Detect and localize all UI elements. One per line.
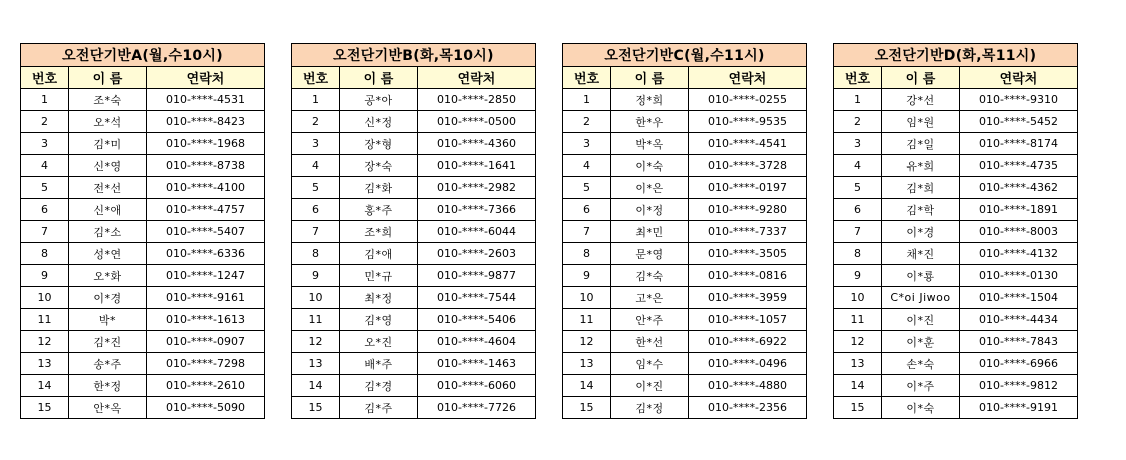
table-row bbox=[292, 243, 536, 265]
student-name: 김*학 bbox=[882, 199, 960, 221]
table-row bbox=[292, 177, 536, 199]
row-number: 6 bbox=[21, 199, 69, 221]
student-name: 정*희 bbox=[611, 89, 689, 111]
table-row bbox=[292, 287, 536, 309]
student-name: 성*연 bbox=[69, 243, 147, 265]
student-name: 김*일 bbox=[882, 133, 960, 155]
row-number: 10 bbox=[563, 287, 611, 309]
row-number: 9 bbox=[834, 265, 882, 287]
row-number: 4 bbox=[563, 155, 611, 177]
student-name: 김*소 bbox=[69, 221, 147, 243]
table-row bbox=[563, 287, 807, 309]
student-contact: 010-****-1968 bbox=[147, 133, 265, 155]
student-contact: 010-****-7726 bbox=[418, 397, 536, 419]
table-row bbox=[563, 331, 807, 353]
student-name: 이*숙 bbox=[882, 397, 960, 419]
student-contact: 010-****-7843 bbox=[960, 331, 1078, 353]
student-contact: 010-****-2850 bbox=[418, 89, 536, 111]
table-row bbox=[563, 243, 807, 265]
student-name: 손*숙 bbox=[882, 353, 960, 375]
table-row bbox=[563, 155, 807, 177]
student-contact: 010-****-9280 bbox=[689, 199, 807, 221]
table-row bbox=[21, 243, 265, 265]
student-name: 오*화 bbox=[69, 265, 147, 287]
student-name: 장*형 bbox=[340, 133, 418, 155]
row-number: 5 bbox=[21, 177, 69, 199]
student-contact: 010-****-1057 bbox=[689, 309, 807, 331]
student-contact: 010-****-8423 bbox=[147, 111, 265, 133]
student-contact: 010-****-8738 bbox=[147, 155, 265, 177]
student-contact: 010-****-0496 bbox=[689, 353, 807, 375]
row-number: 6 bbox=[292, 199, 340, 221]
table-row bbox=[834, 287, 1078, 309]
student-name: 안*옥 bbox=[69, 397, 147, 419]
student-contact: 010-****-2982 bbox=[418, 177, 536, 199]
class-table-b bbox=[291, 43, 536, 419]
student-name: 이*주 bbox=[882, 375, 960, 397]
table-row bbox=[834, 89, 1078, 111]
row-number: 1 bbox=[292, 89, 340, 111]
student-contact: 010-****-5407 bbox=[147, 221, 265, 243]
student-name: 김*미 bbox=[69, 133, 147, 155]
class-title: 오전단기반B(화,목10시) bbox=[292, 44, 536, 67]
student-contact: 010-****-1463 bbox=[418, 353, 536, 375]
table-row bbox=[21, 397, 265, 419]
student-contact: 010-****-1504 bbox=[960, 287, 1078, 309]
student-contact: 010-****-0255 bbox=[689, 89, 807, 111]
student-name: 이*경 bbox=[69, 287, 147, 309]
table-row bbox=[834, 265, 1078, 287]
row-number: 2 bbox=[834, 111, 882, 133]
student-contact: 010-****-7337 bbox=[689, 221, 807, 243]
header-number: 번호 bbox=[21, 67, 69, 89]
table-row bbox=[563, 221, 807, 243]
row-number: 5 bbox=[292, 177, 340, 199]
student-contact: 010-****-4531 bbox=[147, 89, 265, 111]
student-name: 김*애 bbox=[340, 243, 418, 265]
table-row bbox=[834, 309, 1078, 331]
row-number: 12 bbox=[563, 331, 611, 353]
student-contact: 010-****-7366 bbox=[418, 199, 536, 221]
row-number: 3 bbox=[563, 133, 611, 155]
student-name: 한*우 bbox=[611, 111, 689, 133]
table-row bbox=[21, 177, 265, 199]
student-name: 송*주 bbox=[69, 353, 147, 375]
header-contact: 연락처 bbox=[147, 67, 265, 89]
table-row bbox=[834, 155, 1078, 177]
student-contact: 010-****-6044 bbox=[418, 221, 536, 243]
student-name: 최*정 bbox=[340, 287, 418, 309]
header-number: 번호 bbox=[292, 67, 340, 89]
table-row bbox=[563, 309, 807, 331]
class-table-a bbox=[20, 43, 265, 419]
table-row bbox=[834, 133, 1078, 155]
student-name: 김*진 bbox=[69, 331, 147, 353]
header-contact: 연락처 bbox=[689, 67, 807, 89]
table-row bbox=[292, 375, 536, 397]
student-name: 홍*주 bbox=[340, 199, 418, 221]
table-row bbox=[292, 221, 536, 243]
table-row bbox=[21, 199, 265, 221]
student-name: 전*선 bbox=[69, 177, 147, 199]
student-name: 김*화 bbox=[340, 177, 418, 199]
row-number: 5 bbox=[563, 177, 611, 199]
row-number: 7 bbox=[834, 221, 882, 243]
table-row bbox=[21, 309, 265, 331]
table-row bbox=[21, 111, 265, 133]
student-contact: 010-****-2603 bbox=[418, 243, 536, 265]
table-row bbox=[292, 155, 536, 177]
student-contact: 010-****-0197 bbox=[689, 177, 807, 199]
student-contact: 010-****-9191 bbox=[960, 397, 1078, 419]
table-row bbox=[563, 199, 807, 221]
student-name: 오*진 bbox=[340, 331, 418, 353]
student-contact: 010-****-3959 bbox=[689, 287, 807, 309]
row-number: 8 bbox=[292, 243, 340, 265]
row-number: 3 bbox=[21, 133, 69, 155]
student-name: 이*룡 bbox=[882, 265, 960, 287]
student-contact: 010-****-1247 bbox=[147, 265, 265, 287]
row-number: 4 bbox=[292, 155, 340, 177]
table-row bbox=[834, 331, 1078, 353]
table-row bbox=[292, 199, 536, 221]
student-contact: 010-****-7544 bbox=[418, 287, 536, 309]
student-name: 임*수 bbox=[611, 353, 689, 375]
student-contact: 010-****-8174 bbox=[960, 133, 1078, 155]
header-name: 이 름 bbox=[69, 67, 147, 89]
student-name: 박* bbox=[69, 309, 147, 331]
student-contact: 010-****-9161 bbox=[147, 287, 265, 309]
row-number: 11 bbox=[834, 309, 882, 331]
row-number: 9 bbox=[563, 265, 611, 287]
student-contact: 010-****-6336 bbox=[147, 243, 265, 265]
student-contact: 010-****-9812 bbox=[960, 375, 1078, 397]
student-contact: 010-****-0816 bbox=[689, 265, 807, 287]
table-row bbox=[292, 331, 536, 353]
student-contact: 010-****-7298 bbox=[147, 353, 265, 375]
row-number: 4 bbox=[834, 155, 882, 177]
student-name: 한*선 bbox=[611, 331, 689, 353]
student-name: 신*애 bbox=[69, 199, 147, 221]
row-number: 5 bbox=[834, 177, 882, 199]
student-name: 신*영 bbox=[69, 155, 147, 177]
table-row bbox=[563, 375, 807, 397]
row-number: 15 bbox=[834, 397, 882, 419]
student-contact: 010-****-2610 bbox=[147, 375, 265, 397]
table-row bbox=[834, 111, 1078, 133]
table-row bbox=[21, 375, 265, 397]
row-number: 6 bbox=[563, 199, 611, 221]
student-name: 신*정 bbox=[340, 111, 418, 133]
student-contact: 010-****-4880 bbox=[689, 375, 807, 397]
student-contact: 010-****-1613 bbox=[147, 309, 265, 331]
student-name: 이*숙 bbox=[611, 155, 689, 177]
table-row bbox=[21, 89, 265, 111]
student-contact: 010-****-9877 bbox=[418, 265, 536, 287]
student-name: 배*주 bbox=[340, 353, 418, 375]
student-contact: 010-****-6060 bbox=[418, 375, 536, 397]
row-number: 8 bbox=[563, 243, 611, 265]
student-contact: 010-****-1891 bbox=[960, 199, 1078, 221]
row-number: 1 bbox=[563, 89, 611, 111]
student-contact: 010-****-4434 bbox=[960, 309, 1078, 331]
table-row bbox=[563, 89, 807, 111]
student-contact: 010-****-4757 bbox=[147, 199, 265, 221]
student-name: 이*진 bbox=[882, 309, 960, 331]
table-row bbox=[292, 265, 536, 287]
student-name: 한*정 bbox=[69, 375, 147, 397]
row-number: 13 bbox=[292, 353, 340, 375]
student-name: 김*숙 bbox=[611, 265, 689, 287]
student-contact: 010-****-4541 bbox=[689, 133, 807, 155]
student-contact: 010-****-0130 bbox=[960, 265, 1078, 287]
table-row bbox=[563, 397, 807, 419]
row-number: 2 bbox=[292, 111, 340, 133]
table-row bbox=[292, 309, 536, 331]
row-number: 11 bbox=[292, 309, 340, 331]
row-number: 13 bbox=[834, 353, 882, 375]
student-contact: 010-****-4360 bbox=[418, 133, 536, 155]
student-contact: 010-****-4100 bbox=[147, 177, 265, 199]
student-name: 장*숙 bbox=[340, 155, 418, 177]
student-name: 김*정 bbox=[611, 397, 689, 419]
header-name: 이 름 bbox=[882, 67, 960, 89]
row-number: 3 bbox=[834, 133, 882, 155]
student-name: 공*아 bbox=[340, 89, 418, 111]
row-number: 11 bbox=[563, 309, 611, 331]
row-number: 13 bbox=[563, 353, 611, 375]
row-number: 2 bbox=[21, 111, 69, 133]
student-contact: 010-****-0500 bbox=[418, 111, 536, 133]
student-contact: 010-****-6966 bbox=[960, 353, 1078, 375]
table-row bbox=[21, 265, 265, 287]
table-row bbox=[292, 133, 536, 155]
row-number: 15 bbox=[563, 397, 611, 419]
row-number: 12 bbox=[21, 331, 69, 353]
student-name: 민*규 bbox=[340, 265, 418, 287]
class-table-d bbox=[833, 43, 1078, 419]
student-name: 채*진 bbox=[882, 243, 960, 265]
class-title: 오전단기반D(화,목11시) bbox=[834, 44, 1078, 67]
student-contact: 010-****-4362 bbox=[960, 177, 1078, 199]
class-table-c bbox=[562, 43, 807, 419]
row-number: 1 bbox=[21, 89, 69, 111]
row-number: 7 bbox=[292, 221, 340, 243]
table-row bbox=[21, 221, 265, 243]
student-name: 박*옥 bbox=[611, 133, 689, 155]
header-name: 이 름 bbox=[611, 67, 689, 89]
row-number: 10 bbox=[834, 287, 882, 309]
row-number: 14 bbox=[563, 375, 611, 397]
student-name: 강*선 bbox=[882, 89, 960, 111]
student-contact: 010-****-9310 bbox=[960, 89, 1078, 111]
student-contact: 010-****-4735 bbox=[960, 155, 1078, 177]
table-row bbox=[21, 133, 265, 155]
row-number: 8 bbox=[21, 243, 69, 265]
header-contact: 연락처 bbox=[960, 67, 1078, 89]
row-number: 15 bbox=[21, 397, 69, 419]
student-name: 이*진 bbox=[611, 375, 689, 397]
class-title: 오전단기반A(월,수10시) bbox=[21, 44, 265, 67]
table-row bbox=[292, 397, 536, 419]
student-name: 고*은 bbox=[611, 287, 689, 309]
table-row bbox=[834, 243, 1078, 265]
row-number: 14 bbox=[834, 375, 882, 397]
student-name: 문*영 bbox=[611, 243, 689, 265]
row-number: 8 bbox=[834, 243, 882, 265]
table-row bbox=[834, 353, 1078, 375]
student-contact: 010-****-3505 bbox=[689, 243, 807, 265]
row-number: 7 bbox=[21, 221, 69, 243]
student-name: 조*숙 bbox=[69, 89, 147, 111]
student-name: C*oi Jiwoo bbox=[882, 287, 960, 309]
student-contact: 010-****-9535 bbox=[689, 111, 807, 133]
row-number: 12 bbox=[834, 331, 882, 353]
student-name: 김*희 bbox=[882, 177, 960, 199]
student-name: 김*경 bbox=[340, 375, 418, 397]
header-number: 번호 bbox=[563, 67, 611, 89]
row-number: 9 bbox=[21, 265, 69, 287]
student-name: 이*정 bbox=[611, 199, 689, 221]
student-name: 이*은 bbox=[611, 177, 689, 199]
student-name: 최*민 bbox=[611, 221, 689, 243]
table-row bbox=[563, 133, 807, 155]
student-contact: 010-****-0907 bbox=[147, 331, 265, 353]
table-row bbox=[834, 397, 1078, 419]
row-number: 3 bbox=[292, 133, 340, 155]
student-name: 유*희 bbox=[882, 155, 960, 177]
row-number: 4 bbox=[21, 155, 69, 177]
student-contact: 010-****-4132 bbox=[960, 243, 1078, 265]
table-row bbox=[292, 353, 536, 375]
table-row bbox=[834, 375, 1078, 397]
row-number: 14 bbox=[292, 375, 340, 397]
row-number: 14 bbox=[21, 375, 69, 397]
table-row bbox=[21, 331, 265, 353]
row-number: 12 bbox=[292, 331, 340, 353]
row-number: 2 bbox=[563, 111, 611, 133]
table-row bbox=[563, 353, 807, 375]
table-row bbox=[21, 287, 265, 309]
student-contact: 010-****-2356 bbox=[689, 397, 807, 419]
row-number: 1 bbox=[834, 89, 882, 111]
class-title: 오전단기반C(월,수11시) bbox=[563, 44, 807, 67]
student-name: 조*희 bbox=[340, 221, 418, 243]
table-row bbox=[834, 177, 1078, 199]
table-row bbox=[834, 199, 1078, 221]
header-number: 번호 bbox=[834, 67, 882, 89]
student-contact: 010-****-5452 bbox=[960, 111, 1078, 133]
row-number: 9 bbox=[292, 265, 340, 287]
row-number: 13 bbox=[21, 353, 69, 375]
row-number: 15 bbox=[292, 397, 340, 419]
table-row bbox=[21, 155, 265, 177]
student-name: 이*경 bbox=[882, 221, 960, 243]
table-row bbox=[292, 111, 536, 133]
header-name: 이 름 bbox=[340, 67, 418, 89]
header-contact: 연락처 bbox=[418, 67, 536, 89]
student-name: 오*석 bbox=[69, 111, 147, 133]
row-number: 6 bbox=[834, 199, 882, 221]
student-contact: 010-****-4604 bbox=[418, 331, 536, 353]
table-row bbox=[563, 265, 807, 287]
row-number: 7 bbox=[563, 221, 611, 243]
table-row bbox=[834, 221, 1078, 243]
student-contact: 010-****-3728 bbox=[689, 155, 807, 177]
student-name: 김*영 bbox=[340, 309, 418, 331]
table-row bbox=[563, 111, 807, 133]
student-contact: 010-****-8003 bbox=[960, 221, 1078, 243]
student-name: 이*훈 bbox=[882, 331, 960, 353]
row-number: 10 bbox=[21, 287, 69, 309]
student-name: 김*주 bbox=[340, 397, 418, 419]
row-number: 11 bbox=[21, 309, 69, 331]
table-row bbox=[21, 353, 265, 375]
student-contact: 010-****-5090 bbox=[147, 397, 265, 419]
table-row bbox=[563, 177, 807, 199]
row-number: 10 bbox=[292, 287, 340, 309]
student-name: 안*주 bbox=[611, 309, 689, 331]
table-row bbox=[292, 89, 536, 111]
student-name: 임*원 bbox=[882, 111, 960, 133]
student-contact: 010-****-5406 bbox=[418, 309, 536, 331]
student-contact: 010-****-1641 bbox=[418, 155, 536, 177]
student-contact: 010-****-6922 bbox=[689, 331, 807, 353]
